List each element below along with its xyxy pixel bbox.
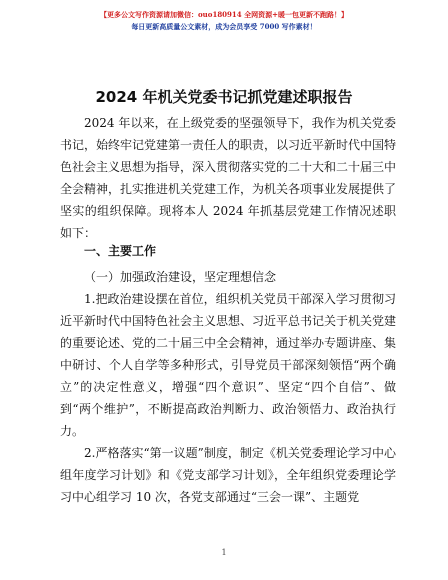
paragraph-1: 1.把政治建设摆在首位，组织机关党员干部深入学习贯彻习近平新时代中国特色社会主义思想、习近平总书记关于机关党建的重要论述、党的二十届三中全会精神，通过举办专题讲座、集中研讨、个人自学等多种形式，引导党员干部深刻领悟“两个确立”的决定性意义，增强“四个意识”、坚定“四个自信”、做到“两个维护”，不断提高政治判断力、政治领悟力、政治执行力。	[60, 292, 397, 438]
promo-banner-line-1: 【更多公文写作资源请加微信：ouo180914 全网资源+暖一包更新不跑路！】	[100, 10, 348, 19]
promo-banner-line-2: 每日更新高质量公文素材，成为会员享受 7000 写作素材！	[131, 22, 317, 31]
paragraph-2: 2.严格落实“第一议题”制度，制定《机关党委理论学习中心组年度学习计划》和《党支部学习计划》，全年组织党委理论学习中心组学习 10 次，各党支部通过“三会一课”、主题党	[60, 446, 396, 504]
intro-paragraph: 2024 年以来，在上级党委的坚强领导下，我作为机关党委书记，始终牢记党建第一责任人的职责，以习近平新时代中国特色社会主义思想为指导，深入贯彻落实党的二十大和二十届三中全会精神，扎实推进机关党建工作，为机关各项事业发展提供了坚实的组织保障。现将本人 2024 年抓基层党建工作情况述职如下：	[60, 116, 397, 240]
subsection-heading-political-building: （一）加强政治建设，坚定理想信念	[84, 270, 277, 284]
section-heading-main-work: 一、主要工作	[84, 244, 157, 258]
document-title: 2024 年机关党委书记抓党建述职报告	[95, 88, 353, 106]
page-number: 1	[221, 548, 227, 557]
